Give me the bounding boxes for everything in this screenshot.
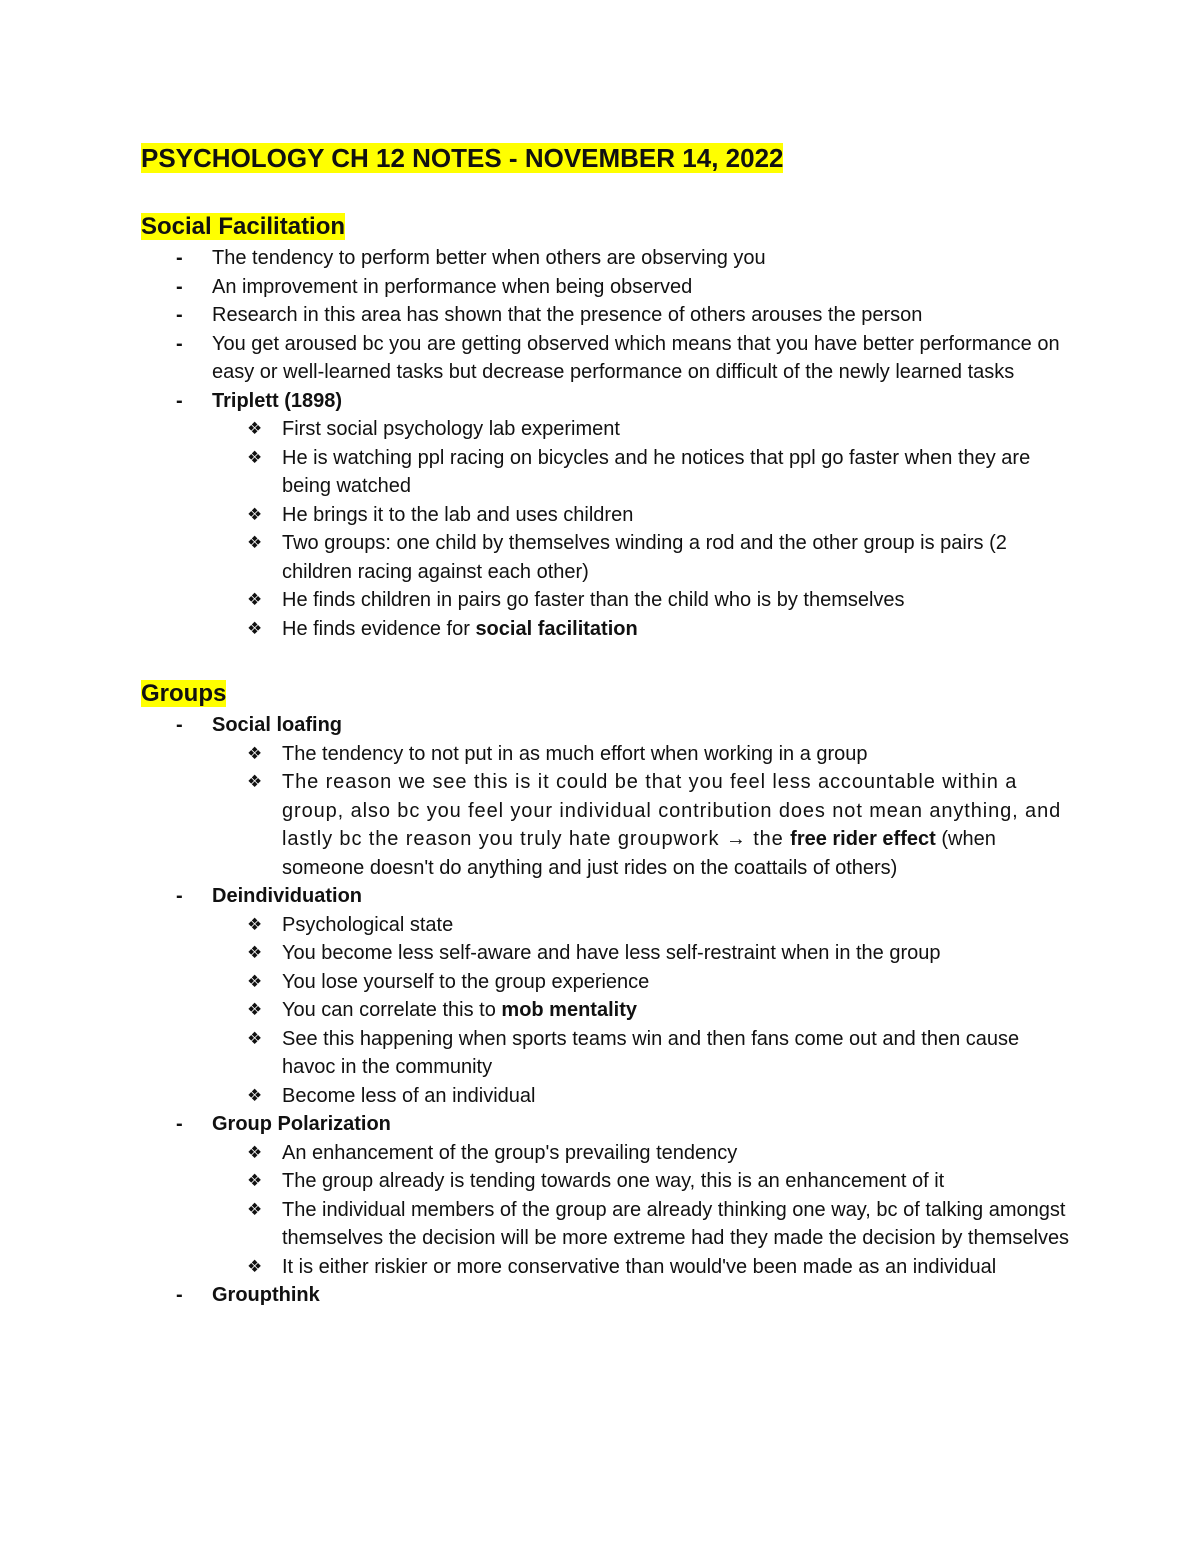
sub-list-item: ❖ The tendency to not put in as much effort when working in a group [212, 740, 1071, 769]
social-facilitation-list [141, 244, 1071, 643]
group-polarization-sublist [247, 1139, 1071, 1282]
sub-list-item: ❖ See this happening when sports teams win and then fans come out and then cause havoc in the community [212, 1025, 1071, 1082]
diamond-bullet-icon: ❖ [247, 914, 263, 934]
diamond-bullet-icon: ❖ [247, 533, 263, 552]
diamond-bullet-icon: ❖ [247, 618, 263, 638]
triplett-sublist [247, 415, 1071, 643]
section-heading-social-facilitation: Social Facilitation [141, 213, 346, 240]
sub-list-item: ❖ It is either riskier or more conservative than would've been made as an individual [212, 1253, 1071, 1282]
diamond-bullet-icon: ❖ [247, 1171, 263, 1190]
list-item: - You get aroused bc you are getting observed which means that you have better performance on easy or well-learned tasks but decrease performance on difficult of the newly learned tasks [176, 332, 1060, 383]
document-title-text: PSYCHOLOGY CH 12 NOTES - NOVEMBER 14, 2022 [141, 143, 784, 173]
diamond-bullet-icon: ❖ [247, 419, 263, 438]
sub-list-item: ❖ The individual members of the group are already thinking one way, bc of talking amongst themselves the decision will be more extreme had they made the decision by themselves [212, 1196, 1071, 1253]
diamond-bullet-icon: ❖ [247, 590, 263, 609]
sub-list-item: ❖ An enhancement of the group's prevailing tendency [212, 1139, 1071, 1168]
diamond-bullet-icon: ❖ [247, 1085, 263, 1105]
diamond-bullet-icon: ❖ [247, 1142, 263, 1162]
diamond-bullet-icon: ❖ [247, 743, 263, 763]
diamond-bullet-icon: ❖ [247, 772, 263, 791]
diamond-bullet-icon: ❖ [247, 504, 263, 524]
list-item-deindividuation: - Deindividuation ❖ Psychological state ❖ You become less self-aware and have less self-restraint when in the group ❖ You lose yourself to the group experience ❖ You can correlate this to mob mentality ❖ See this happening when sports teams win and then fans come out and then cause havoc in the community ❖ Become less of an individual [141, 882, 1071, 1110]
list-item-groupthink: - Groupthink [176, 1284, 320, 1306]
sub-list-item: ❖ Psychological state [212, 911, 1071, 940]
key-term: free rider effect [790, 828, 936, 850]
document-page [141, 140, 1071, 1310]
diamond-bullet-icon: ❖ [247, 447, 263, 467]
deindividuation-sublist [247, 911, 1071, 1111]
sub-list-item: ❖ The reason we see this is it could be that you feel less accountable within a group, also bc you feel your individual contribution does not mean anything, and lastly bc the reason you truly hate groupwork → the free rider effect (when someone doesn't do anything and just rides on the coattails of others) [212, 768, 1071, 882]
sub-list-item: ❖ He finds evidence for social facilitation [212, 615, 1071, 644]
list-item: - The tendency to perform better when others are observing you [176, 247, 766, 269]
sub-list-item: ❖ He finds children in pairs go faster than the child who is by themselves [212, 586, 1071, 615]
section-heading-groups: Groups [141, 680, 227, 707]
diamond-bullet-icon: ❖ [247, 943, 263, 962]
social-loafing-sublist [247, 740, 1071, 883]
key-term: social facilitation [475, 617, 638, 640]
sub-list-item: ❖ He is watching ppl racing on bicycles and he notices that ppl go faster when they are being watched [212, 444, 1071, 501]
diamond-bullet-icon: ❖ [247, 1028, 263, 1048]
list-item-group-polarization: - Group Polarization ❖ An enhancement of the group's prevailing tendency ❖ The group already is tending towards one way, this is an enhancement of it ❖ The individual members of the group are already thinking one way, bc of talking amongst themselves the decision will be more extreme had they made the decision by themselves ❖ It is either riskier or more conservative than would've been made as an individual [141, 1110, 1071, 1281]
list-item-triplett: - Triplett (1898) ❖ First social psychology lab experiment ❖ He is watching ppl racing on bicycles and he notices that ppl go faster when they are being watched ❖ He brings it to the lab and uses children ❖ Two groups: one child by themselves winding a rod and the other group is pairs (2 children racing against each other) ❖ He finds children in pairs go faster than the child who is by themselves ❖ He finds evidence for social facilitation [141, 387, 1071, 644]
diamond-bullet-icon: ❖ [247, 1199, 263, 1219]
list-item: - Research in this area has shown that the presence of others arouses the person [176, 304, 923, 326]
sub-list-item: ❖ The group already is tending towards one way, this is an enhancement of it [212, 1167, 1071, 1196]
sub-list-item: ❖ He brings it to the lab and uses children [212, 501, 1071, 530]
diamond-bullet-icon: ❖ [247, 1256, 263, 1276]
sub-list-item: ❖ You can correlate this to mob mentality [212, 996, 1071, 1025]
diamond-bullet-icon: ❖ [247, 971, 263, 991]
sub-list-item: ❖ Two groups: one child by themselves winding a rod and the other group is pairs (2 children racing against each other) [212, 529, 1071, 586]
diamond-bullet-icon: ❖ [247, 1000, 263, 1019]
list-item-social-loafing: - Social loafing ❖ The tendency to not put in as much effort when working in a group ❖ The reason we see this is it could be that you feel less accountable within a group, also bc you feel your individual contribution does not mean anything, and lastly bc the reason you truly hate groupwork → the free rider effect (when someone doesn't do anything and just rides on the coattails of others) [141, 711, 1071, 882]
list-item: - An improvement in performance when being observed [176, 275, 693, 298]
groups-list [141, 711, 1071, 1310]
document-title [141, 140, 1071, 176]
sub-list-item: ❖ You become less self-aware and have less self-restraint when in the group [212, 939, 1071, 968]
sub-list-item: ❖ First social psychology lab experiment [212, 415, 1071, 444]
sub-list-item: ❖ Become less of an individual [212, 1082, 1071, 1111]
key-term: mob mentality [501, 999, 637, 1021]
sub-list-item: ❖ You lose yourself to the group experience [212, 968, 1071, 997]
